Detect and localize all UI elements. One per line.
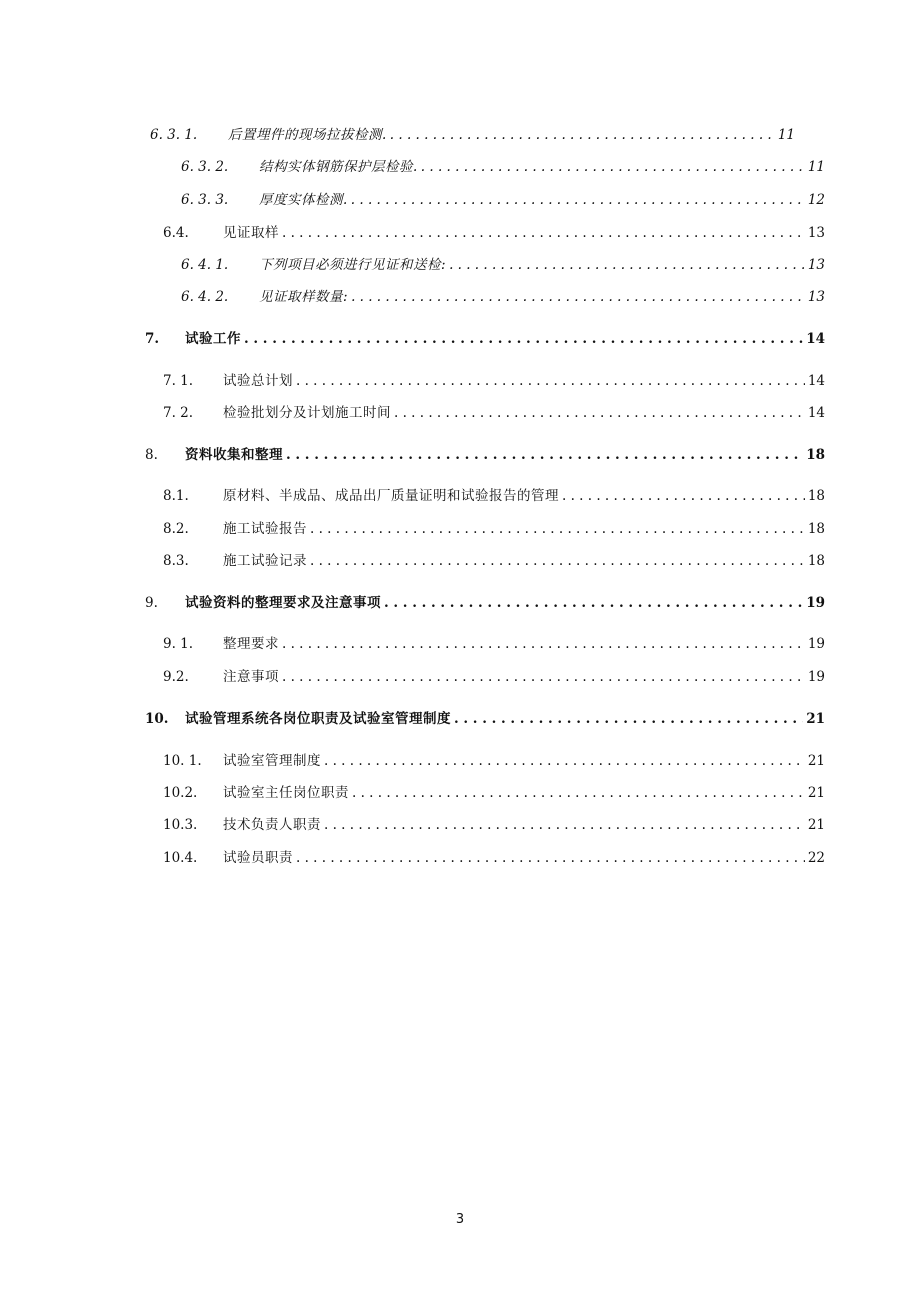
- toc-entry[interactable]: [163, 635, 825, 653]
- toc-entry-title: 施工试验报告: [223, 521, 307, 537]
- toc-entry-title: 整理要求: [223, 636, 279, 652]
- toc-leader-dots: [394, 404, 805, 422]
- toc-entry-number: 8.: [145, 447, 158, 463]
- toc-entry-title: 技术负责人职责: [223, 817, 321, 833]
- toc-entry-page: 14: [807, 373, 825, 389]
- toc-entry-number: 8.3.: [163, 553, 189, 569]
- toc-leader-dots: [449, 256, 805, 274]
- toc-entry-title: 下列项目必须进行见证和送检:: [259, 257, 447, 273]
- toc-entry-number: 10. 1.: [163, 753, 202, 769]
- toc-leader-dots: [454, 710, 803, 728]
- page-number: 3: [455, 1212, 465, 1227]
- toc-entry-page: 21: [807, 753, 825, 769]
- toc-entry-title: 注意事项: [223, 669, 279, 685]
- toc-entry-page: 19: [806, 595, 825, 611]
- toc-entry[interactable]: [163, 520, 825, 538]
- toc-entry-title: 资料收集和整理: [185, 447, 283, 463]
- toc-entry[interactable]: [163, 404, 825, 422]
- toc-entry-number: 8.2.: [163, 521, 189, 537]
- toc-entry-number: 6. 4. 2.: [181, 289, 229, 305]
- toc-entry-number: 10.2.: [163, 785, 198, 801]
- toc-entry-page: 21: [807, 785, 825, 801]
- toc-leader-dots: [286, 446, 803, 464]
- toc-entry-number: 9.2.: [163, 669, 189, 685]
- toc-entry-number: 10.3.: [163, 817, 198, 833]
- toc-entry-number: 10.: [145, 711, 169, 727]
- toc-leader-dots: [390, 126, 775, 144]
- toc-entry-number: 9.: [145, 595, 158, 611]
- toc-entry-page: 11: [777, 127, 795, 143]
- toc-leader-dots: [310, 520, 805, 538]
- toc-entry[interactable]: [181, 288, 825, 306]
- toc-entry[interactable]: [181, 191, 825, 209]
- toc-entry-title: 试验资料的整理要求及注意事项: [185, 595, 381, 611]
- toc-leader-dots: [244, 330, 803, 348]
- toc-entry[interactable]: [163, 784, 825, 802]
- toc-leader-dots: [351, 288, 805, 306]
- toc-leader-dots: [384, 594, 803, 612]
- toc-chapter-entry[interactable]: [145, 446, 825, 464]
- toc-entry[interactable]: [181, 158, 825, 176]
- toc-entry[interactable]: [150, 126, 795, 144]
- toc-entry-page: 22: [807, 850, 825, 866]
- toc-entry-number: 6. 3. 3.: [181, 192, 229, 208]
- toc-entry[interactable]: [163, 849, 825, 867]
- toc-leader-dots: [296, 372, 805, 390]
- toc-entry-page: 21: [807, 817, 825, 833]
- toc-leader-dots: [310, 552, 805, 570]
- toc-leader-dots: [421, 158, 805, 176]
- toc-entry-title: 后置埋件的现场拉拔检测.: [228, 127, 387, 143]
- toc-entry-page: 13: [807, 225, 825, 241]
- toc-chapter-entry[interactable]: [145, 330, 825, 348]
- toc-entry-title: 试验室管理制度: [223, 753, 321, 769]
- toc-chapter-entry[interactable]: [145, 710, 825, 728]
- toc-entry-number: 6. 4. 1.: [181, 257, 229, 273]
- toc-entry-number: 7. 1.: [163, 373, 194, 389]
- toc-entry-page: 19: [807, 669, 825, 685]
- toc-entry[interactable]: [163, 752, 825, 770]
- toc-entry-page: 14: [806, 331, 825, 347]
- toc-entry-page: 18: [807, 521, 825, 537]
- toc-entry-page: 13: [807, 289, 825, 305]
- toc-entry-title: 检验批划分及计划施工时间: [223, 405, 391, 421]
- toc-leader-dots: [351, 191, 805, 209]
- toc-entry[interactable]: [163, 816, 825, 834]
- toc-entry-title: 原材料、半成品、成品出厂质量证明和试验报告的管理: [223, 488, 559, 504]
- toc-entry-title: 试验管理系统各岗位职责及试验室管理制度: [185, 711, 451, 727]
- toc-entry-page: 18: [807, 553, 825, 569]
- toc-entry-number: 8.1.: [163, 488, 189, 504]
- toc-leader-dots: [352, 784, 805, 802]
- toc-entry-page: 21: [806, 711, 825, 727]
- toc-entry-title: 施工试验记录: [223, 553, 307, 569]
- toc-entry-title: 试验员职责: [223, 850, 293, 866]
- toc-entry-number: 7. 2.: [163, 405, 194, 421]
- toc-leader-dots: [562, 487, 805, 505]
- toc-leader-dots: [282, 668, 805, 686]
- toc-entry-number: 10.4.: [163, 850, 198, 866]
- toc-entry-title: 试验工作: [185, 331, 241, 347]
- toc-entry-page: 13: [807, 257, 825, 273]
- toc-entry[interactable]: [163, 224, 825, 242]
- toc-leader-dots: [296, 849, 805, 867]
- toc-leader-dots: [282, 224, 805, 242]
- toc-entry-number: 6. 3. 1.: [150, 127, 198, 143]
- toc-entry-number: 6. 3. 2.: [181, 159, 229, 175]
- toc-entry[interactable]: [163, 668, 825, 686]
- toc-entry-page: 11: [807, 159, 825, 175]
- toc-entry[interactable]: [163, 487, 825, 505]
- toc-leader-dots: [324, 752, 805, 770]
- toc-entry-title: 见证取样数量:: [259, 289, 349, 305]
- toc-entry-page: 12: [807, 192, 825, 208]
- toc-entry-page: 19: [807, 636, 825, 652]
- toc-entry-title: 试验总计划: [223, 373, 293, 389]
- toc-entry-title: 结构实体钢筋保护层检验.: [259, 159, 418, 175]
- toc-entry-title: 试验室主任岗位职责: [223, 785, 349, 801]
- toc-entry-number: 9. 1.: [163, 636, 194, 652]
- toc-leader-dots: [324, 816, 805, 834]
- toc-entry-page: 14: [807, 405, 825, 421]
- toc-chapter-entry[interactable]: [145, 594, 825, 612]
- toc-entry-number: 7.: [145, 331, 160, 347]
- toc-entry[interactable]: [163, 552, 825, 570]
- toc-leader-dots: [282, 635, 805, 653]
- toc-entry-title: 厚度实体检测.: [259, 192, 348, 208]
- toc-entry-page: 18: [806, 447, 825, 463]
- toc-entry[interactable]: [163, 372, 825, 390]
- toc-entry-number: 6.4.: [163, 225, 189, 241]
- toc-entry-title: 见证取样: [223, 225, 279, 241]
- toc-entry[interactable]: [181, 256, 825, 274]
- toc-entry-page: 18: [807, 488, 825, 504]
